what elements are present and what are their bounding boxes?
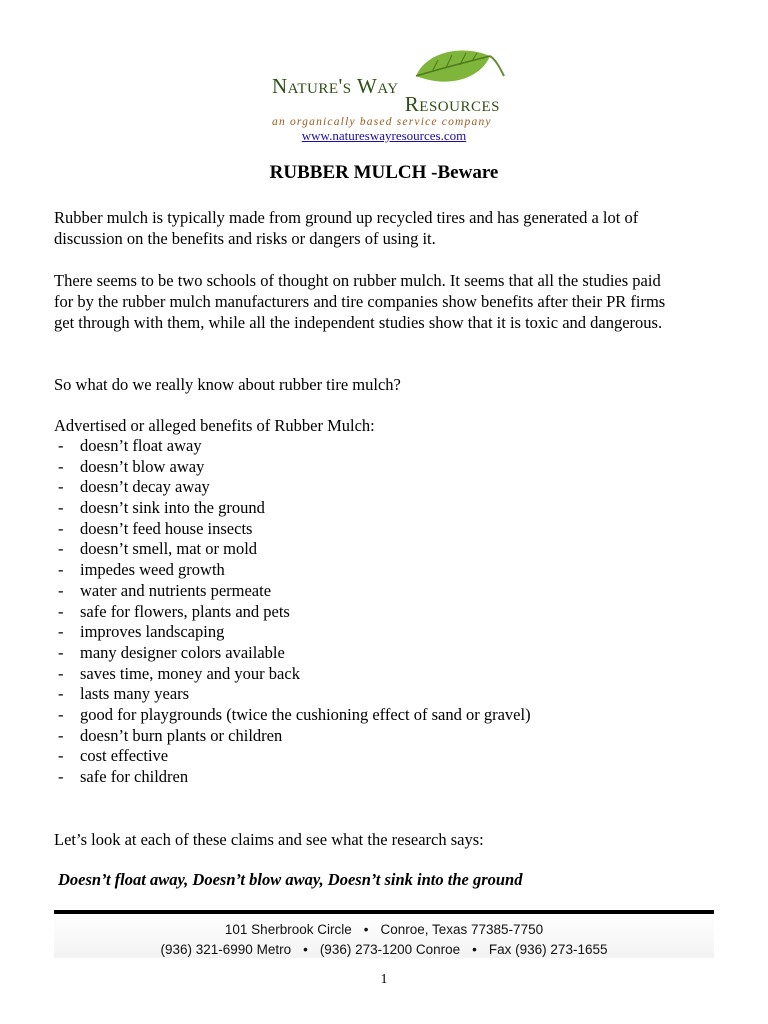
benefits-list: [54, 436, 531, 788]
list-item-text: good for playgrounds (twice the cushioning effect of sand or gravel): [80, 704, 531, 724]
document-title: RUBBER MULCH -Beware: [269, 162, 499, 183]
list-item: - many designer colors available: [58, 642, 285, 662]
list-item-text: safe for flowers, plants and pets: [80, 601, 290, 621]
list-item-text: impedes weed growth: [80, 560, 225, 580]
text-line: discussion on the benefits and risks or dangers of using it.: [54, 229, 436, 248]
list-item: - doesn’t float away: [58, 436, 202, 455]
footer-separator: •: [363, 922, 369, 937]
list-item-text: cost effective: [80, 746, 169, 766]
list-item: - good for playgrounds (twice the cushioning effect of sand or gravel): [58, 704, 531, 724]
benefits-heading: Advertised or alleged benefits of Rubber Mulch:: [54, 416, 375, 435]
leaf-icon: [412, 46, 508, 90]
list-item: - doesn’t decay away: [58, 477, 210, 497]
footer-street: 101 Sherbrook Circle: [224, 922, 352, 937]
list-item-text: doesn’t burn plants or children: [80, 725, 283, 745]
list-item: - improves landscaping: [58, 622, 225, 642]
question-line: So what do we really know about rubber tire mulch?: [54, 375, 401, 394]
list-item-text: doesn’t blow away: [80, 456, 205, 476]
list-item: - doesn’t feed house insects: [58, 518, 253, 538]
list-item-text: safe for children: [80, 767, 189, 786]
list-item: - lasts many years: [58, 684, 190, 704]
footer-contact: [54, 914, 714, 958]
list-item-text: doesn’t feed house insects: [80, 518, 253, 538]
footer-phone-metro: (936) 321-6990 Metro: [160, 942, 292, 957]
list-item: - saves time, money and your back: [58, 663, 300, 683]
list-item-text: doesn’t smell, mat or mold: [80, 539, 258, 559]
list-item-text: water and nutrients permeate: [80, 580, 272, 600]
list-item: - doesn’t smell, mat or mold: [58, 539, 258, 559]
brand-tagline: an organically based service company: [272, 116, 492, 128]
list-item: - safe for children: [58, 767, 189, 786]
footer-fax: Fax (936) 273-1655: [488, 942, 608, 957]
website-link[interactable]: www.natureswayresources.com: [301, 128, 467, 143]
list-item: - safe for flowers, plants and pets: [58, 601, 290, 621]
list-item-text: saves time, money and your back: [80, 663, 300, 683]
list-item: - impedes weed growth: [58, 560, 225, 580]
list-item: - cost effective: [58, 746, 169, 766]
list-item: - doesn’t sink into the ground: [58, 498, 265, 518]
footer-phone-conroe: (936) 273-1200 Conroe: [319, 942, 461, 957]
closing-line: Let’s look at each of these claims and see what the research says:: [54, 830, 484, 849]
text-line: get through with them, while all the independent studies show that it is toxic and dangerous.: [54, 313, 663, 332]
list-item-text: doesn’t sink into the ground: [80, 498, 265, 518]
section-heading: Doesn’t float away, Doesn’t blow away, Doesn’t sink into the ground: [58, 870, 523, 889]
schools-of-thought-paragraph: [54, 270, 724, 333]
footer-address-line: [54, 922, 714, 937]
list-item-text: doesn’t decay away: [80, 477, 210, 497]
list-item-text: lasts many years: [80, 684, 190, 704]
list-item: - doesn’t burn plants or children: [58, 725, 283, 745]
page-number: 1: [380, 972, 388, 987]
footer-separator: •: [472, 942, 477, 957]
footer-separator: •: [303, 942, 308, 957]
footer-city: Conroe, Texas 77385-7750: [380, 922, 544, 937]
list-item-text: improves landscaping: [80, 622, 225, 642]
footer-phone-line: [54, 942, 714, 957]
list-item-text: many designer colors available: [80, 642, 285, 662]
list-item: - doesn’t blow away: [58, 456, 205, 476]
brand-name-line2: Resources: [404, 92, 500, 116]
company-logo: [262, 46, 508, 128]
list-item-text: doesn’t float away: [80, 436, 202, 455]
text-line: for by the rubber mulch manufacturers and tire companies show benefits after their PR firms: [54, 292, 666, 311]
list-item: - water and nutrients permeate: [58, 580, 272, 600]
text-line: Rubber mulch is typically made from ground up recycled tires and has generated a lot of: [54, 208, 639, 227]
text-line: There seems to be two schools of thought on rubber mulch. It seems that all the studies paid: [54, 271, 661, 290]
brand-name-line1: Nature's Way: [272, 74, 399, 98]
intro-paragraph: [54, 207, 724, 249]
